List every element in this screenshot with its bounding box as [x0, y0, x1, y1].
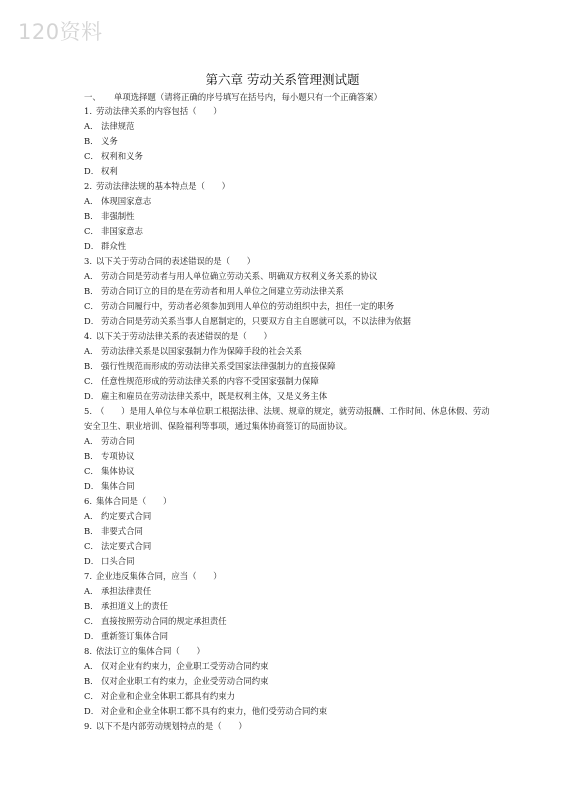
option-a — [84, 659, 494, 674]
option-letter: D． — [84, 631, 100, 641]
option-letter: B． — [84, 676, 99, 686]
option-b — [84, 134, 494, 149]
option-b — [84, 449, 494, 464]
option-text: 仅对企业有约束力，企业职工受劳动合同约束 — [101, 661, 269, 671]
question-list — [84, 104, 494, 734]
option-text: 劳动合同是劳动关系当事人自愿制定的，只要双方自主自愿就可以，不以法律为依据 — [101, 316, 411, 326]
section-number: 一、 — [84, 92, 101, 102]
option-text: 群众性 — [101, 241, 127, 251]
option-letter: C． — [84, 541, 99, 551]
option-letter: B． — [84, 526, 99, 536]
question-1 — [84, 104, 494, 119]
option-letter: C． — [84, 691, 99, 701]
question-number: 8. — [84, 646, 92, 656]
option-c — [84, 224, 494, 239]
question-9 — [84, 719, 494, 734]
question-number: 5. — [84, 406, 92, 416]
option-text: 集体协议 — [101, 466, 135, 476]
option-letter: D． — [84, 316, 100, 326]
option-letter: B． — [84, 136, 99, 146]
option-letter: D． — [84, 166, 100, 176]
option-a — [84, 269, 494, 284]
question-number: 3. — [84, 256, 92, 266]
option-letter: A． — [84, 586, 99, 596]
option-letter: D． — [84, 241, 100, 251]
option-a — [84, 194, 494, 209]
question-number: 9. — [84, 721, 92, 731]
option-letter: D． — [84, 481, 100, 491]
option-text: 集体合同 — [101, 481, 135, 491]
option-text: 劳动合同履行中，劳动者必须参加到用人单位的劳动组织中去，担任一定的职务 — [101, 301, 395, 311]
option-letter: B． — [84, 601, 99, 611]
option-d — [84, 314, 494, 329]
option-letter: C． — [84, 376, 99, 386]
option-a — [84, 119, 494, 134]
option-d — [84, 704, 494, 719]
option-text: 任意性规范形成的劳动法律关系的内容不受国家强制力保障 — [101, 376, 319, 386]
option-c — [84, 464, 494, 479]
option-letter: A． — [84, 196, 99, 206]
option-text: 口头合同 — [101, 556, 135, 566]
option-text: 劳动合同订立的目的是在劳动者和用人单位之间建立劳动法律关系 — [101, 286, 344, 296]
option-c — [84, 539, 494, 554]
option-text: 权利 — [101, 166, 118, 176]
option-d — [84, 479, 494, 494]
document-title: 第六章 劳动关系管理测试题 — [205, 72, 360, 87]
option-letter: D． — [84, 556, 100, 566]
question-text: 劳动法律法规的基本特点是（ ） — [96, 181, 230, 191]
option-c — [84, 149, 494, 164]
option-b — [84, 359, 494, 374]
question-number: 2. — [84, 181, 92, 191]
option-letter: B． — [84, 286, 99, 296]
option-text: 权利和义务 — [101, 151, 143, 161]
question-text: 依法订立的集体合同（ ） — [96, 646, 205, 656]
option-b — [84, 674, 494, 689]
question-text: 以下不是内部劳动规划特点的是（ ） — [96, 721, 247, 731]
option-b — [84, 524, 494, 539]
option-a — [84, 434, 494, 449]
option-text: 专项协议 — [101, 451, 135, 461]
option-letter: A． — [84, 346, 99, 356]
option-text: 体现国家意志 — [101, 196, 152, 206]
option-letter: B． — [84, 361, 99, 371]
option-text: 非国家意志 — [101, 226, 143, 236]
section-heading — [84, 90, 565, 104]
option-b — [84, 209, 494, 224]
option-text: 雇主和雇员在劳动法律关系中，既是权利主体，又是义务主体 — [101, 391, 328, 401]
document-page — [0, 72, 565, 734]
section-text: 单项选择题（请将正确的序号填写在括号内，每小题只有一个正确答案） — [114, 92, 382, 102]
question-text: 劳动法律关系的内容包括（ ） — [96, 106, 222, 116]
option-letter: B． — [84, 211, 99, 221]
question-text: 企业违反集体合同，应当（ ） — [96, 571, 222, 581]
option-d — [84, 389, 494, 404]
question-4 — [84, 329, 494, 344]
option-letter: A． — [84, 661, 99, 671]
question-5 — [84, 404, 494, 434]
option-text: 强行性规范而形成的劳动法律关系受国家法律强制力的直接保障 — [101, 361, 336, 371]
option-text: 承担法律责任 — [101, 586, 152, 596]
option-letter: A． — [84, 271, 99, 281]
option-text: 义务 — [101, 136, 118, 146]
option-text: 劳动合同是劳动者与用人单位确立劳动关系、明确双方权利义务关系的协议 — [101, 271, 378, 281]
option-text: 非强制性 — [101, 211, 135, 221]
question-number: 4. — [84, 331, 92, 341]
option-letter: A． — [84, 511, 99, 521]
option-text: 约定要式合同 — [101, 511, 152, 521]
question-2 — [84, 179, 494, 194]
option-d — [84, 629, 494, 644]
option-a — [84, 344, 494, 359]
option-c — [84, 374, 494, 389]
option-text: 非要式合同 — [101, 526, 143, 536]
option-c — [84, 299, 494, 314]
question-number: 7. — [84, 571, 92, 581]
question-number: 1. — [84, 106, 92, 116]
question-text: 集体合同是（ ） — [96, 496, 172, 506]
question-3 — [84, 254, 494, 269]
question-text: （ ）是用人单位与本单位职工根据法律、法规、规章的规定，就劳动报酬、工作时间、休息休假、劳动安全卫生、职业培训、保险福利等事项，通过集体协商签订的局面协议。 — [84, 406, 490, 431]
option-letter: B． — [84, 451, 99, 461]
question-6 — [84, 494, 494, 509]
option-letter: D． — [84, 706, 100, 716]
option-letter: A． — [84, 436, 99, 446]
option-letter: C． — [84, 226, 99, 236]
option-text: 劳动法律关系是以国家强制力作为保障手段的社会关系 — [101, 346, 302, 356]
question-8 — [84, 644, 494, 659]
option-letter: C． — [84, 616, 99, 626]
option-letter: C． — [84, 301, 99, 311]
option-d — [84, 239, 494, 254]
option-c — [84, 689, 494, 704]
option-c — [84, 614, 494, 629]
option-letter: D． — [84, 391, 100, 401]
question-number: 6. — [84, 496, 92, 506]
option-letter: C． — [84, 151, 99, 161]
option-text: 对企业和企业全体职工都不具有约束力，他们受劳动合同约束 — [101, 706, 328, 716]
option-text: 对企业和企业全体职工都具有约束力 — [101, 691, 235, 701]
option-text: 法定要式合同 — [101, 541, 152, 551]
option-b — [84, 599, 494, 614]
option-text: 重新签订集体合同 — [101, 631, 168, 641]
option-text: 直接按照劳动合同的规定承担责任 — [101, 616, 227, 626]
question-text: 以下关于劳动合同的表述错误的是（ ） — [96, 256, 256, 266]
option-a — [84, 584, 494, 599]
option-d — [84, 554, 494, 569]
question-7 — [84, 569, 494, 584]
option-letter: A． — [84, 121, 99, 131]
question-text: 以下关于劳动法律关系的表述错误的是（ ） — [96, 331, 272, 341]
option-a — [84, 509, 494, 524]
option-letter: C． — [84, 466, 99, 476]
option-text: 承担道义上的责任 — [101, 601, 168, 611]
option-d — [84, 164, 494, 179]
option-text: 法律规范 — [101, 121, 135, 131]
option-b — [84, 284, 494, 299]
option-text: 仅对企业职工有约束力，企业受劳动合同约束 — [101, 676, 269, 686]
option-text: 劳动合同 — [101, 436, 135, 446]
watermark-logo: 120资料 — [18, 20, 103, 44]
